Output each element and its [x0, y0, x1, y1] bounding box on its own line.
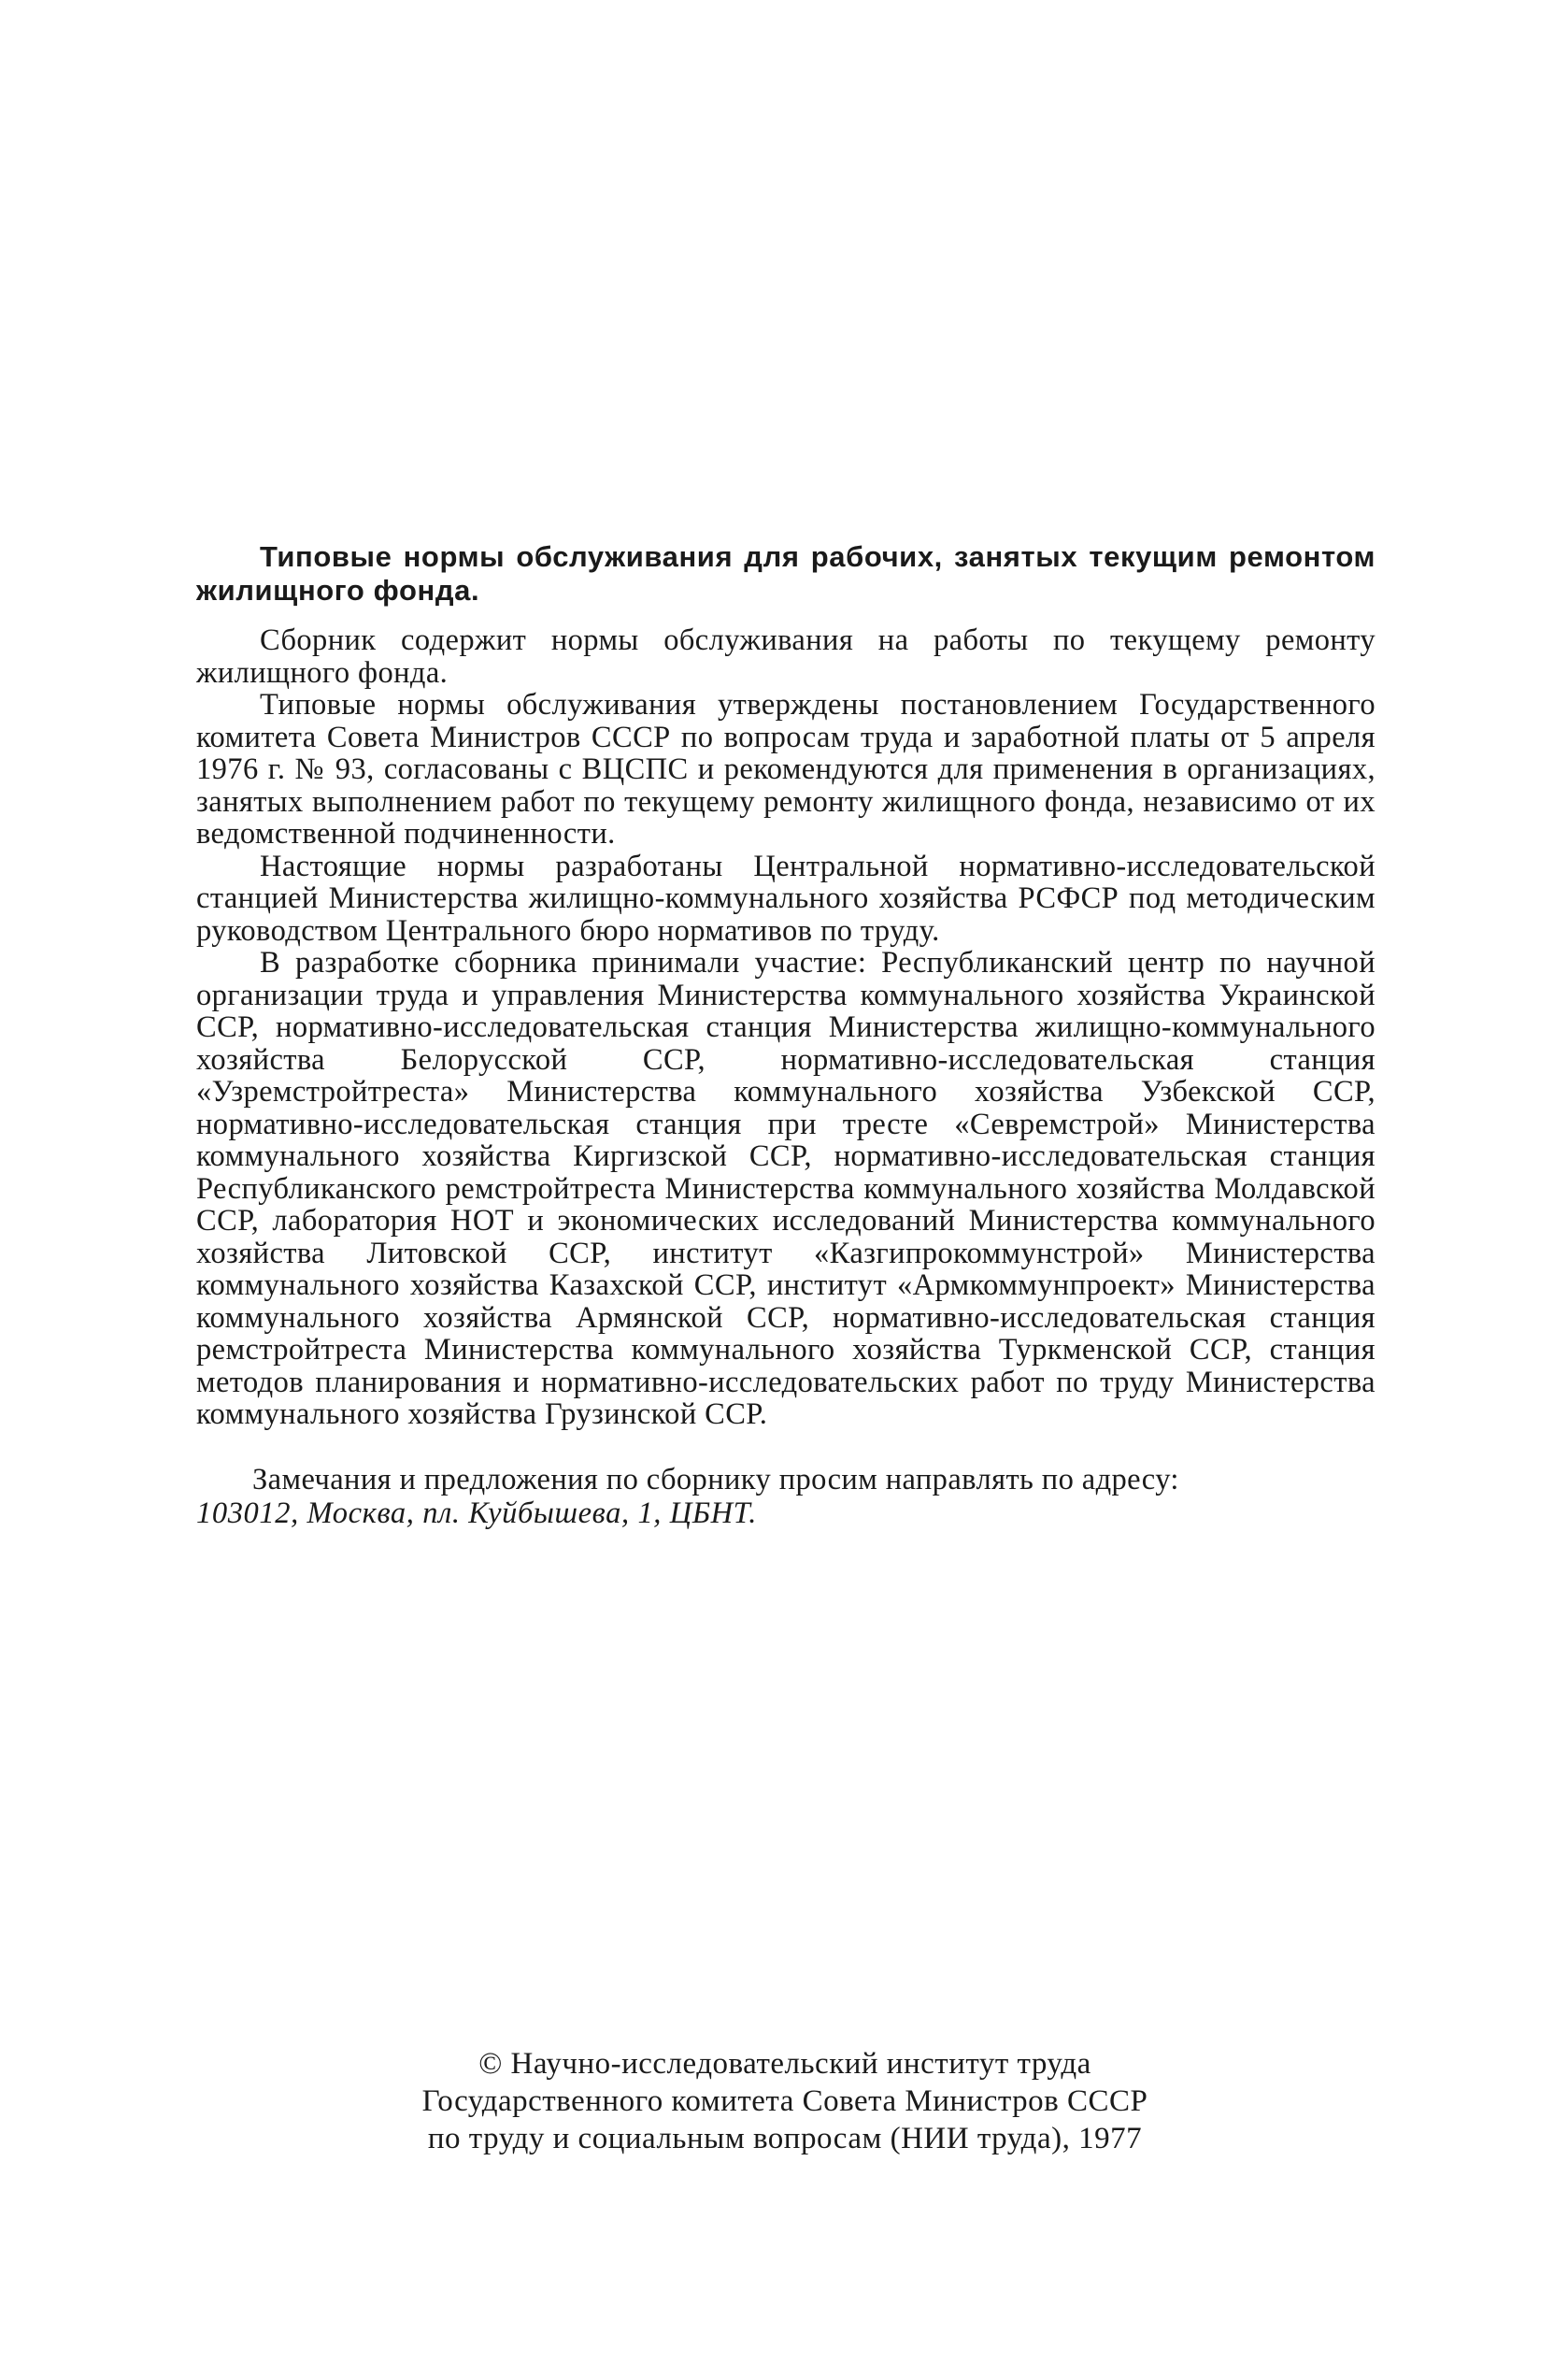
copyright-block	[318, 2045, 1252, 2157]
main-text-block	[196, 540, 1376, 1530]
paragraph-approval: Типовые нормы обслуживания утверждены постановлением Государственного комитета Совета Министров СССР по вопросам труда и заработной платы от 5 апреля 1976 г. № 93, согласованы с ВЦСПС и рекомендуются для применения в организациях, занятых выполнением работ по текущему ремонту жилищного фонда, независимо от их ведомственной подчиненности.	[196, 688, 1376, 851]
paragraph-summary: Сборник содержит нормы обслуживания на работы по текущему ремонту жилищного фонда.	[196, 623, 1376, 690]
paragraph-participants: В разработке сборника принимали участие: Республиканский центр по научной организации труда и управления Министерства коммунального хозяйства Украинской ССР, нормативно-исследовательская станция Министерства жилищно-коммунального хозяйства Белорусской ССР, нормативно-исследовательская станция «Узремстройтреста» Министерства коммунального хозяйства Узбекской ССР, нормативно-исследовательская станция при тресте «Севремстрой» Министерства коммунального хозяйства Киргизской ССР, нормативно-исследовательская станция Республиканского ремстройтреста Министерства коммунального хозяйства Молдавской ССР, лаборатория НОТ и экономических исследований Министерства коммунального хозяйства Литовской ССР, институт «Казгипрокоммунстрой» Министерства коммунального хозяйства Казахской ССР, институт «Армкоммунпроект» Министерства коммунального хозяйства Армянской ССР, нормативно-исследовательская станция ремстройтреста Министерства коммунального хозяйства Туркменской ССР, станция методов планирования и нормативно-исследовательских работ по труду Министерства коммунального хозяйства Грузинской ССР.	[196, 946, 1376, 1431]
copyright-line-3: по труду и социальным вопросам (НИИ труда), 1977	[427, 2122, 1143, 2155]
copyright-line-2: Государственного комитета Совета Министров СССР	[421, 2084, 1148, 2118]
paragraph-developers: Настоящие нормы разработаны Центральной нормативно-исследовательской станцией Министерства жилищно-коммунального хозяйства РСФСР под методическим руководством Центрального бюро нормативов по труду.	[196, 849, 1376, 948]
copyright-line-1: © Научно-исследовательский институт труда	[478, 2047, 1091, 2081]
feedback-address: 103012, Москва, пл. Куйбышева, 1, ЦБНТ.	[196, 1496, 758, 1530]
document-title: Типовые нормы обслуживания для рабочих, занятых текущим ремонтом жилищного фонда.	[196, 540, 1376, 607]
feedback-note: Замечания и предложения по сборнику просим направлять по адресу:	[252, 1462, 1179, 1496]
